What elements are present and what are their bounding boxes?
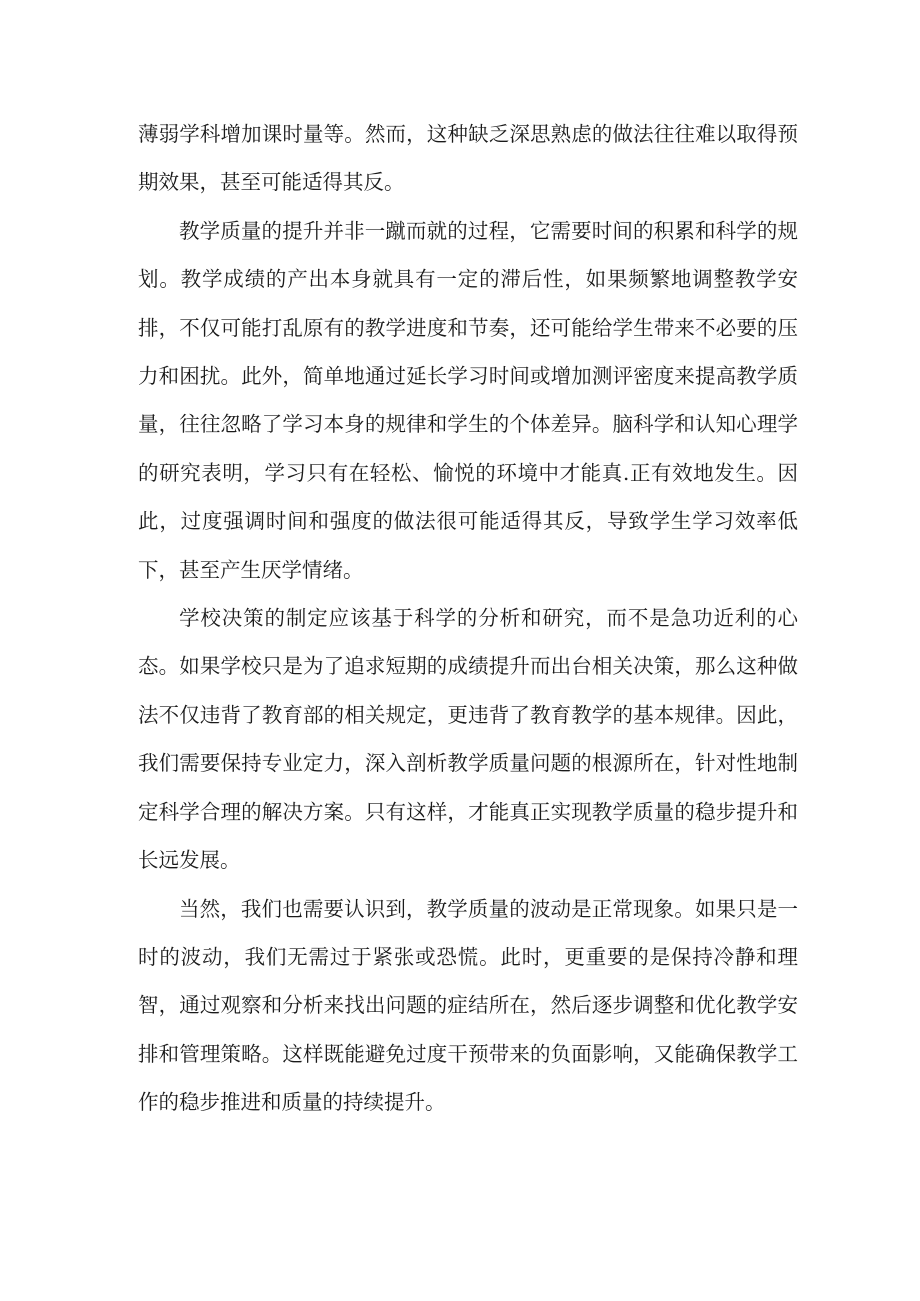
- body-text: [138, 110, 798, 1127]
- paragraph-4: 当然，我们也需要认识到，教学质量的波动是正常现象。如果只是一时的波动，我们无需过于紧张或恐慌。此时，更重要的是保持冷静和理智，通过观察和分析来找出问题的症结所在，然后逐步调整和优化教学安排和管理策略。这样既能避免过度干预带来的负面影响，又能确保教学工作的稳步推进和质量的持续提升。: [138, 896, 798, 1115]
- paragraph-3: 学校决策的制定应该基于科学的分析和研究，而不是急功近利的心态。如果学校只是为了追求短期的成绩提升而出台相关决策，那么这种做法不仅违背了教育部的相关规定，更违背了教育教学的基本规律。因此，我们需要保持专业定力，深入剖析教学质量问题的根源所在，针对性地制定科学合理的解决方案。只有这样，才能真正实现教学质量的稳步提升和长远发展。: [138, 606, 798, 873]
- paragraph-2: 教学质量的提升并非一蹴而就的过程，它需要时间的积累和科学的规划。教学成绩的产出本身就具有一定的滞后性，如果频繁地调整教学安排，不仅可能打乱原有的教学进度和节奏，还可能给学生带来不必要的压力和困扰。此外，简单地通过延长学习时间或增加测评密度来提高教学质量，往往忽略了学习本身的规律和学生的个体差异。脑科学和认知心理学的研究表明，学习只有在轻松、愉悦的环境中才能真.正有效地发生。因此，过度强调时间和强度的做法很可能适得其反，导致学生学习效率低下，甚至产生厌学情绪。: [138, 218, 798, 582]
- paragraph-1: 薄弱学科增加课时量等。然而，这种缺乏深思熟虑的做法往往难以取得预期效果，甚至可能适得其反。: [138, 122, 798, 195]
